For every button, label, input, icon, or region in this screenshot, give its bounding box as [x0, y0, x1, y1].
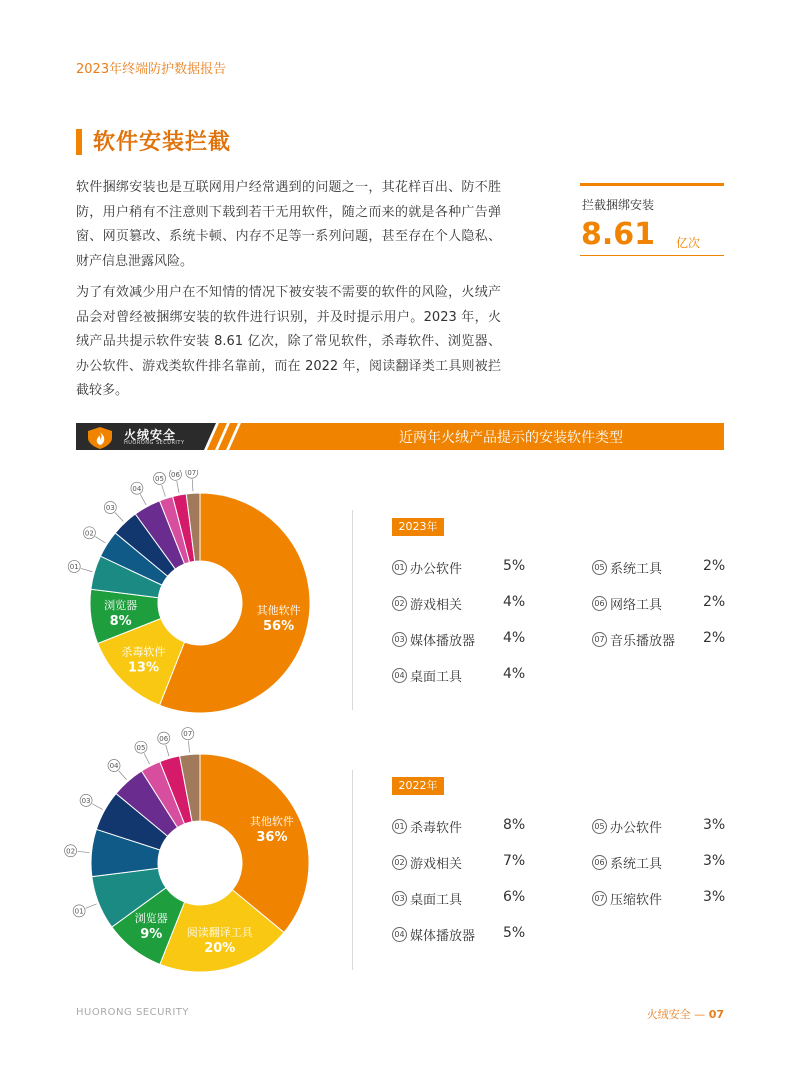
legend-percent: 5% — [503, 558, 526, 574]
footer-brand-cn: 火绒安全 — — [646, 1008, 706, 1021]
legend-index-badge: 05 — [592, 819, 607, 834]
slice-value: 9% — [140, 926, 163, 942]
stat-unit: 亿次 — [676, 236, 701, 250]
legend-index-badge: 06 — [592, 596, 607, 611]
slice-value: 20% — [204, 941, 236, 957]
legend-percent: 3% — [703, 889, 726, 905]
paragraph-1: 软件捆绑安装也是互联网用户经常遇到的问题之一，其花样百出、防不胜防，用户稍有不注意则下载到若干无用软件，随之而来的就是各种广告弹窗、网页篡改、系统卡顿、内存不足等一系列问题，甚至存在个人隐私、财产信息泄露风险。 — [76, 180, 501, 269]
legend-index-badge: 04 — [392, 927, 407, 942]
legend-percent: 8% — [503, 817, 526, 833]
callout-number: 06 — [170, 470, 180, 479]
slice-label: 其他软件 — [256, 603, 301, 617]
legend-name: 桌面工具 — [410, 670, 463, 685]
legend-percent: 3% — [703, 853, 726, 869]
callout-line — [140, 494, 146, 505]
legend-percent: 4% — [503, 666, 526, 682]
slice-label: 浏览器 — [104, 599, 138, 613]
brand-subtitle: HUORONG SECURITY — [124, 440, 185, 446]
legend-name: 杀毒软件 — [410, 821, 463, 836]
legend-name: 办公软件 — [410, 562, 463, 577]
legend-item — [392, 630, 532, 650]
legend-percent: 4% — [503, 594, 526, 610]
callout-line — [92, 804, 103, 810]
legend-item — [392, 666, 532, 686]
callout-line — [86, 904, 97, 908]
donut-chart-2022 — [65, 728, 309, 972]
callout-line — [144, 753, 149, 764]
callout-line — [192, 479, 193, 491]
callout-number: 01 — [74, 907, 84, 916]
slice-label: 杀毒软件 — [121, 645, 166, 659]
slice-value: 8% — [109, 614, 132, 630]
legend-percent: 2% — [703, 558, 726, 574]
legend-index-badge: 02 — [392, 855, 407, 870]
legend-index-badge: 03 — [392, 632, 407, 647]
report-title: 2023年终端防护数据报告 — [76, 62, 227, 77]
slice-value: 36% — [256, 830, 288, 846]
slice-value: 13% — [127, 660, 159, 676]
stat-value: 8.61 — [581, 217, 656, 252]
legend-item — [592, 817, 732, 837]
callout-number: 04 — [132, 484, 142, 493]
page-number: 07 — [708, 1008, 724, 1021]
legend-item — [392, 558, 532, 578]
legend-item — [592, 558, 732, 578]
chart-divider-2022 — [352, 770, 353, 970]
callout-line — [162, 485, 166, 496]
stat-box — [580, 183, 724, 256]
stat-label: 拦截捆绑安装 — [582, 198, 655, 212]
slice-value: 56% — [263, 618, 295, 634]
callout-number: 02 — [66, 847, 76, 856]
slice-label: 浏览器 — [134, 911, 168, 925]
legend-name: 系统工具 — [610, 857, 663, 872]
callout-number: 05 — [155, 475, 164, 484]
brand-name: 火绒安全 — [124, 428, 177, 442]
callout-number: 07 — [183, 730, 193, 739]
callout-line — [78, 851, 90, 852]
year-tag-2023: 2023年 — [392, 518, 444, 536]
callout-number: 05 — [136, 743, 146, 752]
legend-item — [592, 594, 732, 614]
legend-item — [592, 630, 732, 650]
callout-number: 07 — [187, 470, 197, 477]
legend-name: 媒体播放器 — [410, 929, 476, 944]
legend-percent: 5% — [503, 925, 526, 941]
section-bar — [76, 129, 82, 155]
callout-number: 01 — [69, 563, 79, 572]
donut-chart-2023 — [68, 470, 310, 713]
legend-index-badge: 05 — [592, 560, 607, 575]
chart-divider-2023 — [352, 510, 353, 710]
legend-name: 网络工具 — [610, 598, 663, 613]
legend-name: 办公软件 — [610, 821, 663, 836]
callout-line — [166, 745, 169, 757]
legend-name: 桌面工具 — [410, 893, 463, 908]
callout-line — [115, 513, 123, 522]
callout-line — [119, 771, 127, 780]
footer-brand: HUORONG SECURITY — [76, 1007, 190, 1018]
callout-number: 04 — [109, 762, 119, 771]
donut-charts — [0, 470, 352, 990]
legend-index-badge: 02 — [392, 596, 407, 611]
legend-index-badge: 03 — [392, 891, 407, 906]
callout-line — [188, 741, 189, 753]
legend-index-badge: 04 — [392, 668, 407, 683]
callout-line — [177, 481, 179, 493]
callout-number: 03 — [81, 796, 91, 805]
legend-item — [392, 594, 532, 614]
legend-item — [392, 889, 532, 909]
legend-index-badge: 06 — [592, 855, 607, 870]
legend-name: 游戏相关 — [410, 598, 463, 613]
paragraph-2: 为了有效减少用户在不知情的情况下被安装不需要的软件的风险，火绒产品会对曾经被捆绑安装的软件进行识别，并及时提示用户。2023 年，火绒产品共提示软件安装 8.61 亿次，除了常见软件，杀毒软件、浏览器、办公软件、游戏类软件排名靠前，而在 2022 年，阅读翻译类工具则被拦截较多。 — [76, 285, 501, 398]
legend-name: 游戏相关 — [410, 857, 463, 872]
section-title: 软件安装拦截 — [93, 130, 232, 155]
legend-percent: 2% — [703, 630, 726, 646]
legend-item — [392, 925, 532, 945]
legend-item — [592, 889, 732, 909]
legend-percent: 2% — [703, 594, 726, 610]
callout-number: 06 — [159, 734, 169, 743]
legend-name: 媒体播放器 — [410, 634, 476, 649]
legend-percent: 6% — [503, 889, 526, 905]
legend-name: 压缩软件 — [610, 893, 663, 908]
slice-label: 其他软件 — [249, 815, 294, 829]
callout-line — [81, 568, 93, 571]
legend-index-badge: 01 — [392, 819, 407, 834]
callout-number: 02 — [84, 529, 94, 538]
legend-item — [392, 853, 532, 873]
legend-name: 音乐播放器 — [610, 634, 676, 649]
legend-index-badge: 01 — [392, 560, 407, 575]
legend-name: 系统工具 — [610, 562, 663, 577]
legend-index-badge: 07 — [592, 632, 607, 647]
legend-percent: 4% — [503, 630, 526, 646]
chart-banner — [76, 423, 724, 450]
legend-percent: 7% — [503, 853, 526, 869]
legend-item — [592, 853, 732, 873]
callout-number: 03 — [105, 504, 115, 513]
slice-label: 阅读翻译工具 — [186, 926, 253, 940]
banner-title: 近两年火绒产品提示的安装软件类型 — [399, 430, 623, 446]
legend-index-badge: 07 — [592, 891, 607, 906]
legend-percent: 3% — [703, 817, 726, 833]
legend-item — [392, 817, 532, 837]
footer-page — [647, 1006, 724, 1022]
callout-line — [95, 537, 105, 543]
year-tag-2022: 2022年 — [392, 777, 444, 795]
